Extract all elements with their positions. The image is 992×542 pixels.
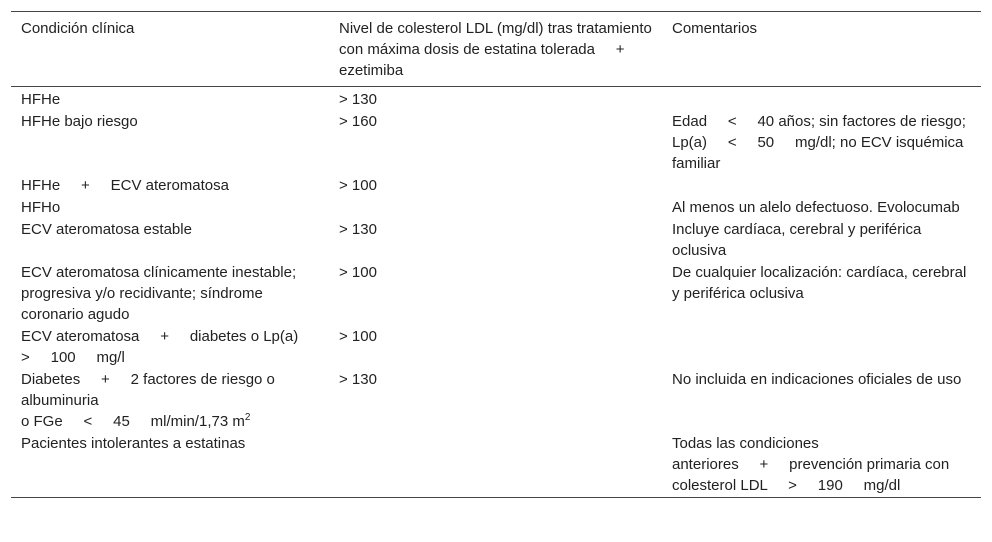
header-row xyxy=(11,12,981,87)
cell-ldl: > 160 xyxy=(339,113,377,130)
cell-comment xyxy=(662,175,981,197)
cell-condition: ECV ateromatosa estable xyxy=(21,221,192,238)
cell-condition: HFHo xyxy=(21,199,61,216)
condition-line-1: Diabetes + 2 factores de riesgo o albuminuria xyxy=(21,371,280,409)
cell-condition: HFHe + ECV ateromatosa xyxy=(21,177,229,194)
cell-ldl: > 130 xyxy=(339,371,377,388)
table-row xyxy=(11,433,981,498)
table-row xyxy=(11,262,981,326)
table-row xyxy=(11,369,981,433)
table-row xyxy=(11,87,981,112)
cell-condition xyxy=(11,369,329,433)
cell-condition: HFHe xyxy=(21,91,61,108)
cell-condition: ECV ateromatosa + diabetes o Lp(a) > 100 mg/l xyxy=(21,328,320,366)
table-row xyxy=(11,326,981,369)
header-comments: Comentarios xyxy=(672,20,758,37)
cell-condition: HFHe bajo riesgo xyxy=(21,113,138,130)
table-row xyxy=(11,219,981,262)
header-ldl: Nivel de colesterol LDL (mg/dl) tras tratamiento con máxima dosis de estatina tolerada + ezetimiba xyxy=(339,20,657,79)
cell-ldl xyxy=(329,197,662,219)
comment-line-1: Todas las condiciones xyxy=(672,435,819,452)
cell-ldl: > 100 xyxy=(339,177,377,194)
table-container xyxy=(11,11,981,498)
cell-condition: ECV ateromatosa clínicamente inestable; progresiva y/o recidivante; síndrome coronario agudo xyxy=(21,264,301,323)
table-row xyxy=(11,175,981,197)
comment-line-2: anteriores + prevención primaria con colesterol LDL > 190 mg/dl xyxy=(672,456,954,494)
cell-comment: Al menos un alelo defectuoso. Evolocumab xyxy=(672,199,960,216)
cell-comment xyxy=(662,326,981,369)
header-condition: Condición clínica xyxy=(21,20,135,37)
cell-comment: No incluida en indicaciones oficiales de uso xyxy=(672,371,962,388)
cell-comment xyxy=(662,433,981,498)
table-row xyxy=(11,111,981,175)
condition-line-2: o FGe < 45 ml/min/1,73 m xyxy=(21,413,245,430)
cell-comment xyxy=(662,87,981,112)
cell-ldl: > 100 xyxy=(339,264,377,281)
cell-condition: Pacientes intolerantes a estatinas xyxy=(21,435,246,452)
cell-comment: De cualquier localización: cardíaca, cerebral y periférica oclusiva xyxy=(672,264,971,302)
superscript: 2 xyxy=(244,412,251,423)
cell-ldl: > 130 xyxy=(339,221,377,238)
ldl-indications-table xyxy=(11,11,981,498)
cell-ldl xyxy=(329,433,662,498)
cell-comment: Edad < 40 años; sin factores de riesgo; Lp(a) < 50 mg/dl; no ECV isquémica familiar xyxy=(672,113,971,172)
cell-comment: Incluye cardíaca, cerebral y periférica oclusiva xyxy=(672,221,926,259)
cell-ldl: > 100 xyxy=(339,328,377,345)
table-row xyxy=(11,197,981,219)
cell-ldl: > 130 xyxy=(339,91,377,108)
